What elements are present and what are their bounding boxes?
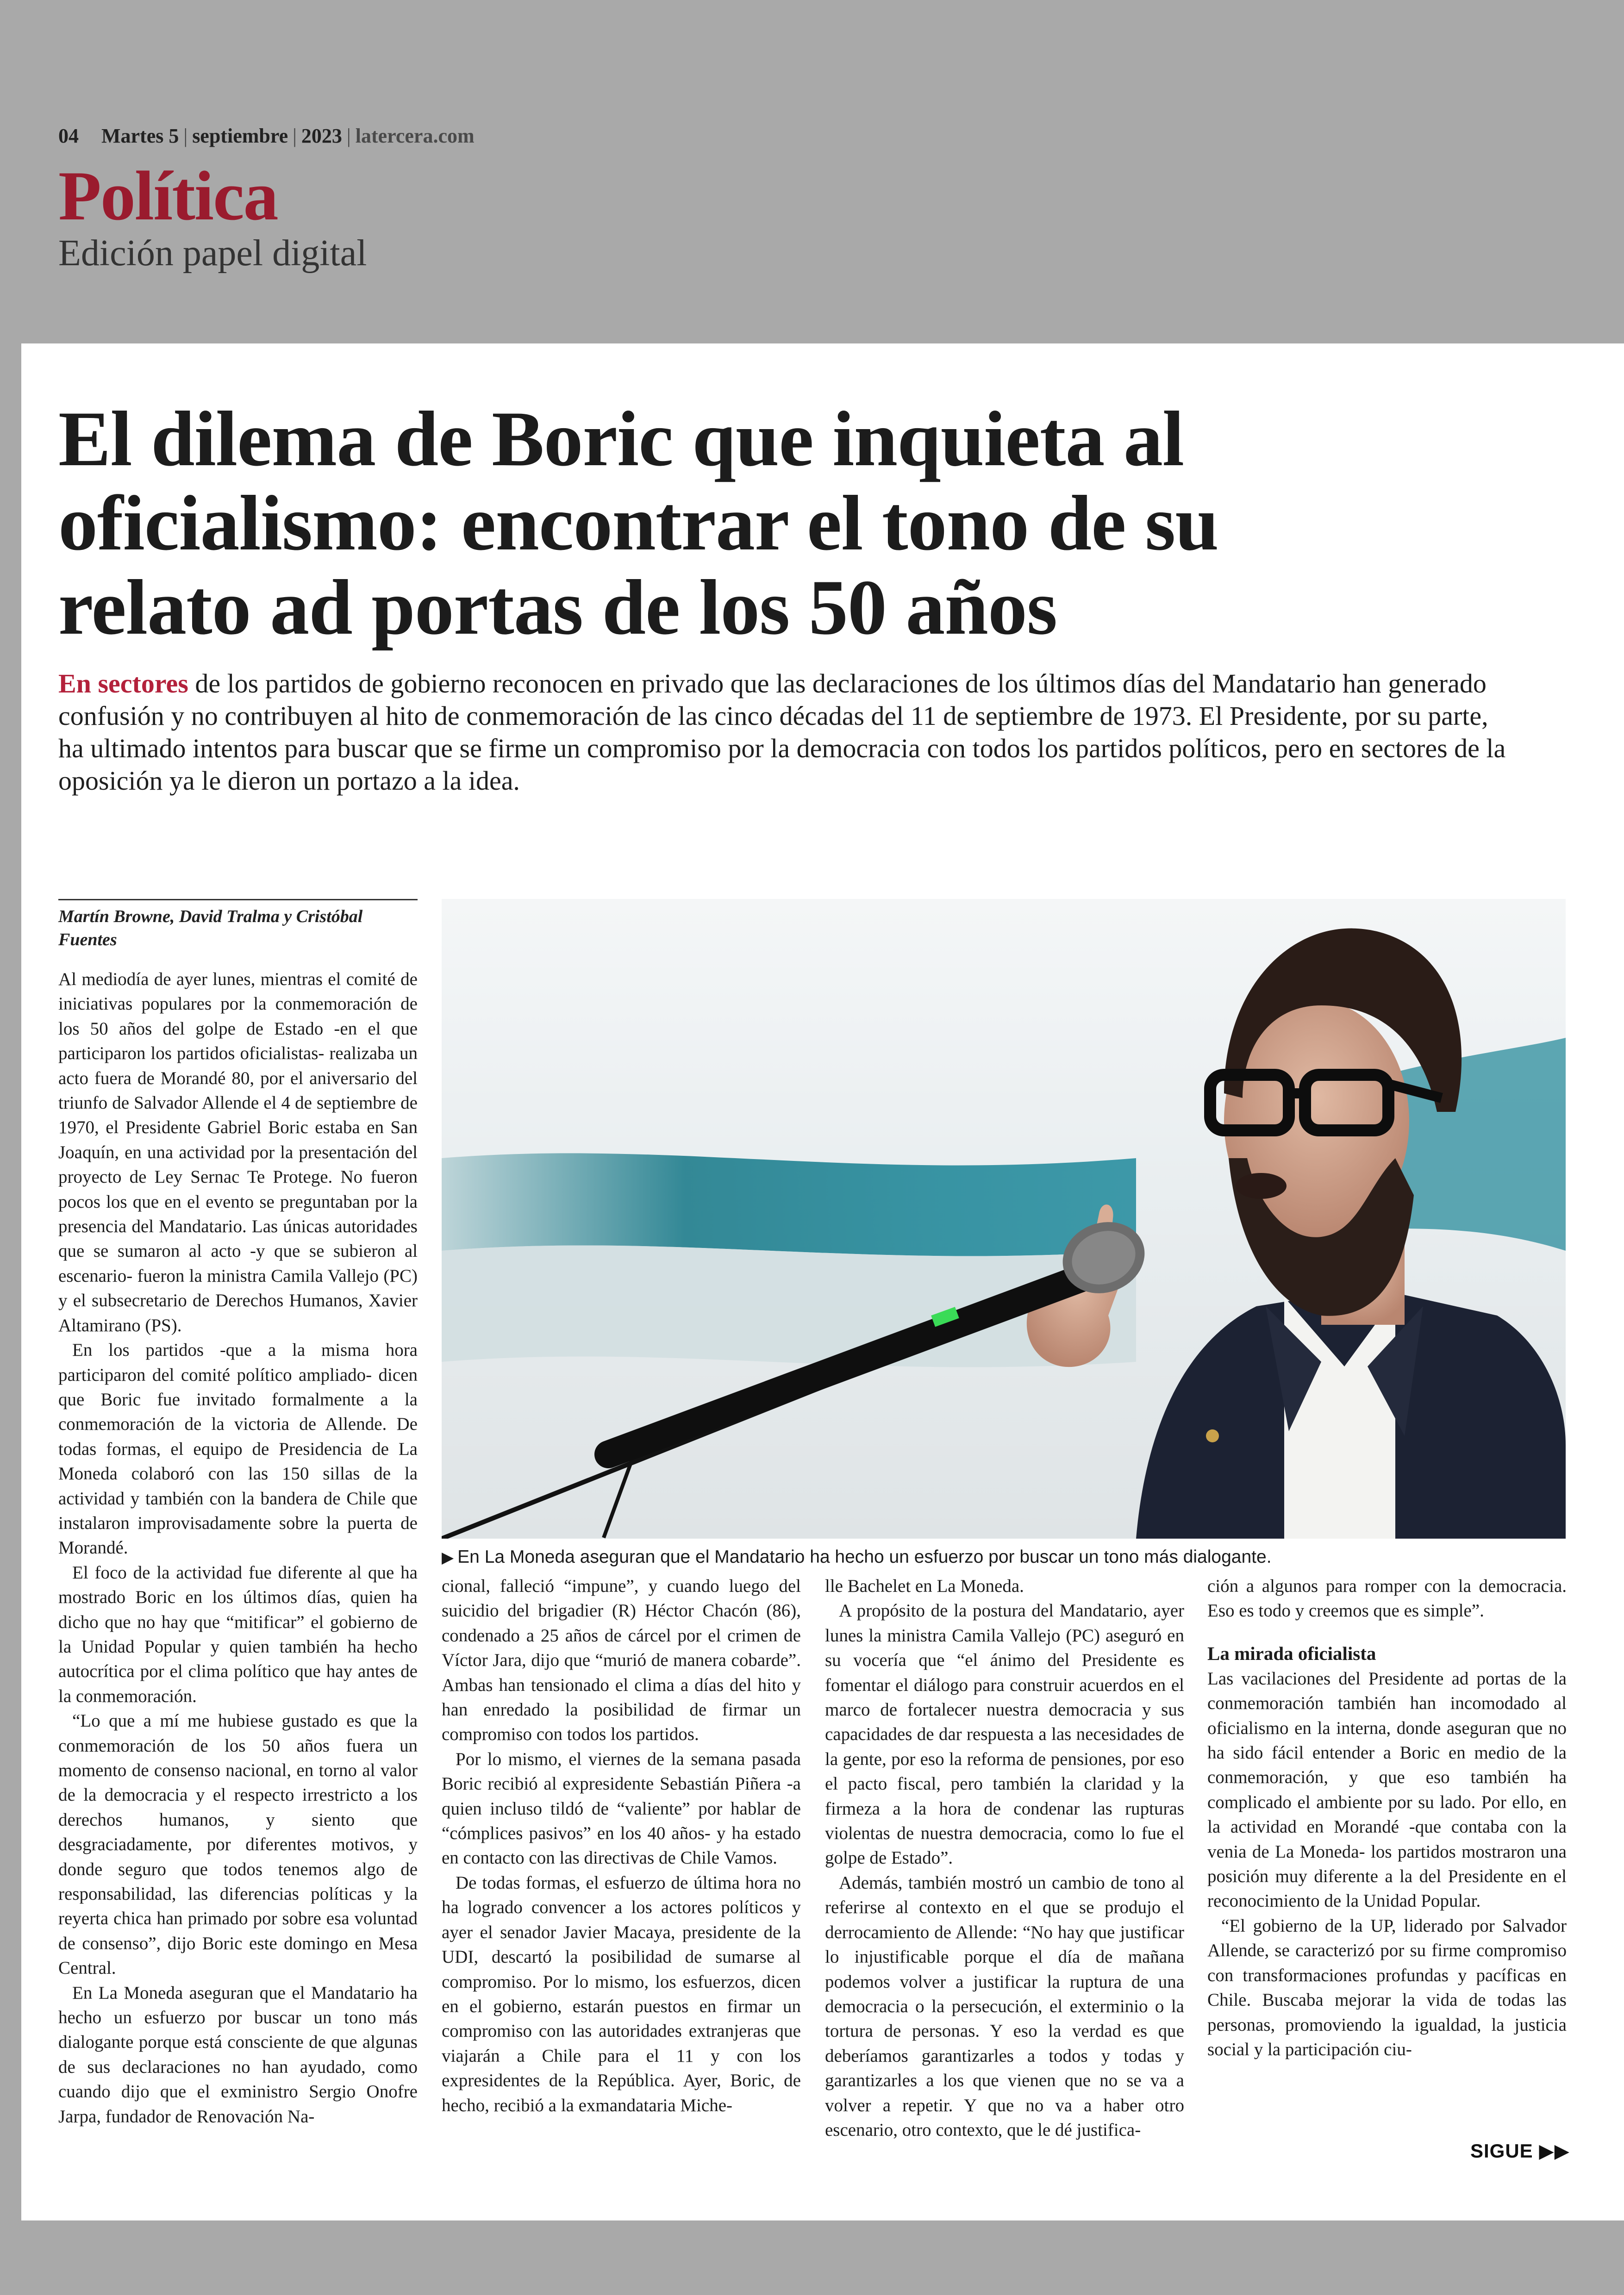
page-number: 04 — [58, 125, 79, 147]
paragraph: lle Bachelet en La Moneda. — [825, 1576, 1024, 1596]
site-link[interactable]: latercera.com — [355, 125, 475, 147]
article-photo — [442, 899, 1566, 1539]
article-headline: El dilema de Boric que inquieta al oficialismo: encontrar el tono de su relato ad portas de los 50 años — [58, 395, 1218, 651]
paragraph: De todas formas, el esfuerzo de última hora no ha logrado convencer a los actores políticos y ayer el senador Javier Macaya, presidente de la UDI, descartó la posibilidad de sumarse al compromiso. Por lo mismo, los esfuerzos, dicen en el gobierno, estarán puestos en firmar un compromiso con las autoridades extranjeras que viajarán a Chile para el 11 y con los expresidentes de la República. Ayer, Boric, de hecho, recibió a la exmandataria Miche- — [442, 1872, 801, 2115]
separator: | — [293, 125, 297, 147]
lead-text: de los partidos de gobierno reconocen en privado que las declaraciones de los últimos días del Mandatario han generado confusión y no contribuyen al hito de conmemoración de las cinco décadas del 11 de septiembre de 1973. El Presidente, por su parte, ha ultimado intentos para buscar que se firme un compromiso por la democracia con todos los partidos políticos, pero en sectores de la oposición ya le dieron un portazo a la idea. — [58, 668, 1506, 796]
article-column-2 — [442, 1574, 801, 2118]
date-year: 2023 — [301, 125, 342, 147]
paragraph: En La Moneda aseguran que el Mandatario ha hecho un esfuerzo por buscar un tono más dialogante porque está consciente de que algunas de sus declaraciones no han ayudado, como cuando dijo que el exministro Sergio Onofre Jarpa, fundador de Renovación Na- — [58, 1983, 418, 2127]
lapel-pin — [1206, 1429, 1219, 1442]
photo-caption — [442, 1546, 1567, 1569]
caption-text: En La Moneda aseguran que el Mandatario ha hecho un esfuerzo por buscar un tono más dialogante. — [457, 1547, 1272, 1567]
paragraph: Además, también mostró un cambio de tono al referirse al contexto en el que se produjo el derrocamiento de Allende: “No hay que justificar lo injustificable porque el día de mañana podemos volver a justificar la ruptura de una democracia o la persecución, el exterminio o la tortura de personas. Y eso la verdad es que deberíamos garantizarles a todos y todas y garantizarles a los que vienen que no se va a volver a repetir. Y que no va a haber otro escenario, otro contexto, que le dé justifica- — [825, 1872, 1184, 2140]
paragraph: Al mediodía de ayer lunes, mientras el comité de iniciativas populares por la conmemoración de los 50 años del golpe de Estado -en el que participaron los partidos oficialistas- realizaba un acto fuera de Morandé 80, por el aniversario del triunfo de Salvador Allende el 4 de septiembre de 1970, el Presidente Gabriel Boric estaba en San Joaquín, en una actividad por la presentación del proyecto de Ley Sernac Te Protege. No fueron pocos los que en el evento se preguntaban por la presencia del Mandatario. Las únicas autoridades que se sumaron al acto -y que se subieron al escenario- fueron la ministra Camila Vallejo (PC) y el subsecretario de Derechos Humanos, Xavier Altamirano (PS). — [58, 969, 418, 1335]
paragraph: Las vacilaciones del Presidente ad portas de la conmemoración también han incomodado al oficialismo en la interna, donde aseguran que no ha sido fácil entender a Boric en medio de la conmemoración, y que eso también ha complicado el ambiente por su lado. Por ello, en la actividad en Morandé -que contaba con la venia de La Moneda- los partidos mostraron una posición muy diferente a la del Presidente en el reconocimiento de la Unidad Popular. — [1207, 1668, 1567, 1911]
paragraph: cional, falleció “impune”, y cuando luego del suicidio del brigadier (R) Héctor Chacón (86), condenado a 25 años de cárcel por el crimen de Víctor Jara, dijo que “murió de manera cobarde”. Ambas han tensionado el clima a días del hito y han enredado la posibilidad de firmar un compromiso con todos los partidos. — [442, 1576, 801, 1745]
separator: | — [183, 125, 188, 147]
date-day: Martes 5 — [101, 125, 179, 147]
section-title: Política — [58, 157, 278, 235]
paragraph: El foco de la actividad fue diferente al que ha mostrado Boric en los últimos días, quien ha dicho que no hay que “mitificar” el gobierno de la Unidad Popular y quien también ha hecho autocrítica por el clima político que hay antes de la conmemoración. — [58, 1562, 418, 1706]
paragraph: A propósito de la postura del Mandatario, ayer lunes la ministra Camila Vallejo (PC) aseguró en su vocería que “el ánimo del Presidente es fomentar el diálogo para construir acuerdos en el marco de fortalecer nuestra democracia y sus capacidades de dar respuesta a las necesidades de la gente, por eso la reforma de pensiones, por eso el pacto fiscal, pero también la claridad y la firmeza a la hora de condenar las rupturas violentas de nuestra democracia, como lo fue el golpe de Estado”. — [825, 1601, 1184, 1868]
subhead: La mirada oficialista — [1207, 1642, 1376, 1664]
lead-kicker: En sectores — [58, 668, 188, 698]
date-month: septiembre — [192, 125, 288, 147]
paragraph: Por lo mismo, el viernes de la semana pasada Boric recibió al expresidente Sebastián Piñera -a quien incluso tildó de “valiente” por hablar de “cómplices pasivos” en los 40 años- y ha estado en contacto con las directivas de Chile Vamos. — [442, 1749, 801, 1868]
paragraph: “Lo que a mí me hubiese gustado es que la conmemoración de los 50 años fuera un momento de consenso nacional, en torno al valor de la democracia y el respecto irrestricto a los derechos humanos, y siento que desgraciadamente, por diferentes motivos, y donde seguro que todos tenemos algo de responsabilidad, las diferencias políticas y la reyerta chica han primado por sobre esa voluntad de consenso”, dijo Boric este domingo en Mesa Central. — [58, 1711, 418, 1978]
article-column-1 — [58, 967, 418, 2129]
newspaper-page — [21, 343, 1624, 2220]
edition-label: Edición papel digital — [58, 233, 367, 274]
masthead — [58, 124, 1540, 272]
continue-link[interactable] — [1470, 2139, 1570, 2162]
article-lead — [58, 667, 1517, 797]
byline: Martín Browne, David Tralma y Cristóbal Fuentes — [58, 899, 418, 951]
article-column-3 — [825, 1574, 1184, 2142]
separator: | — [346, 125, 351, 147]
dateline — [58, 124, 1540, 148]
caption-arrow-icon: ▶ — [442, 1549, 454, 1566]
paragraph: En los partidos -que a la misma hora participaron del comité político ampliado- dicen que Boric fue invitado formalmente a la conmemoración de la victoria de Allende. De todas formas, el equipo de Presidencia de La Moneda colaboró con las 150 sillas de la actividad y también con la bandera de Chile que instalaron improvisadamente sobre la puerta de Morandé. — [58, 1340, 418, 1558]
fast-forward-icon: ▶▶ — [1539, 2140, 1570, 2162]
president-speaking-photo — [442, 899, 1566, 1539]
paragraph: ción a algunos para romper con la democracia. Eso es todo y creemos que es simple”. — [1207, 1576, 1567, 1621]
article-column-4 — [1207, 1574, 1567, 2062]
continue-label: SIGUE — [1470, 2140, 1533, 2162]
paragraph: “El gobierno de la UP, liderado por Salvador Allende, se caracterizó por su firme compromiso con transformaciones profundas y pacíficas en Chile. Buscaba mejorar la vida de todas las personas, promoviendo la igualdad, la justicia social y la participación ciu- — [1207, 1915, 1567, 2059]
